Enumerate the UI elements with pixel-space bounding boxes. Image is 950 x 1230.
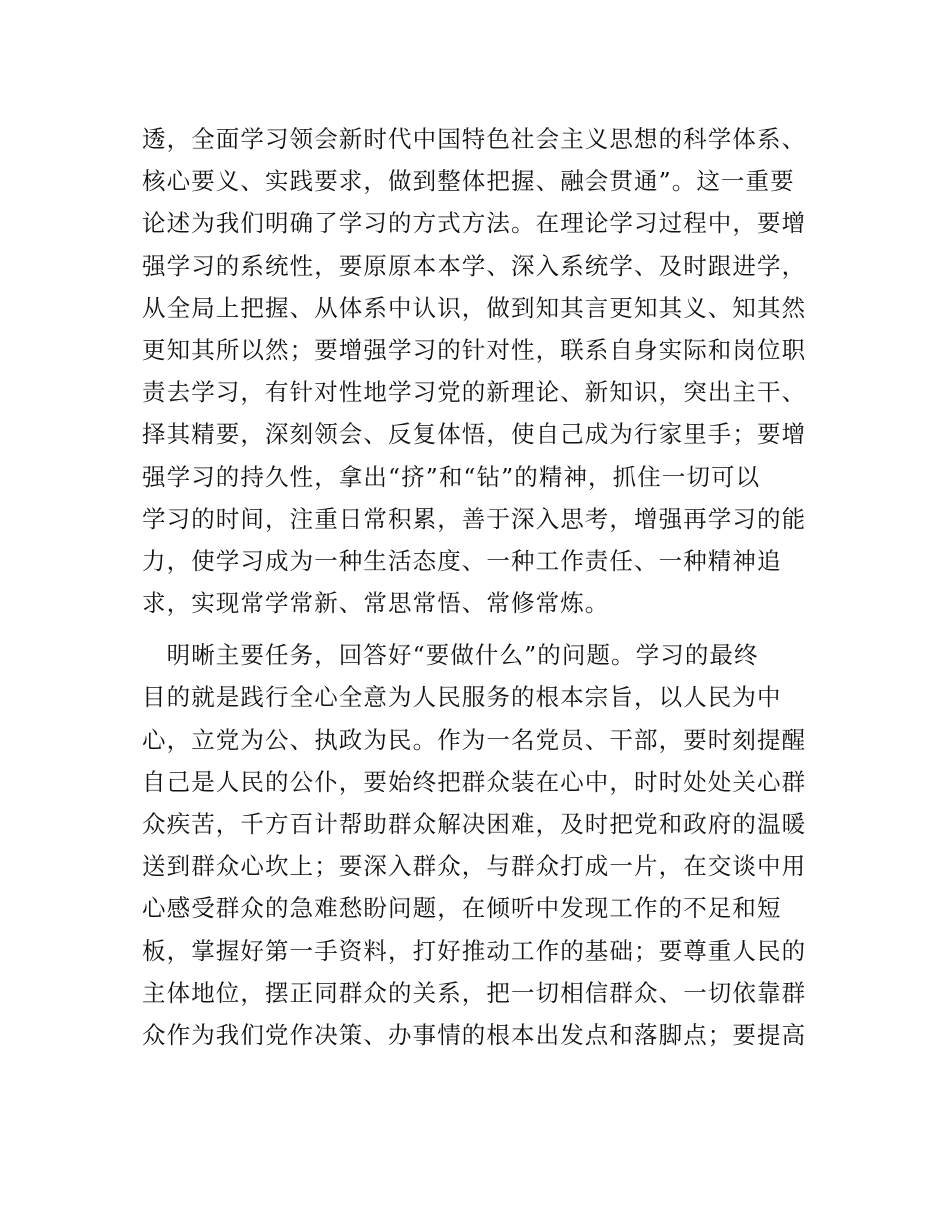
text-line: 学习的时间，注重日常积累，善于深入思考，增强再学习的能 — [142, 504, 807, 533]
text-line: 自己是人民的公仆，要始终把群众装在心中，时时处处关心群 — [142, 767, 807, 796]
text-line: 心感受群众的急难愁盼问题，在倾听中发现工作的不足和短 — [142, 894, 782, 923]
text-line: 众疾苦，千方百计帮助群众解决困难，及时把党和政府的温暖 — [142, 810, 807, 838]
paragraph-spacer — [142, 624, 814, 634]
text-line: 责去学习，有针对性地学习党的新理论、新知识，突出主干、 — [142, 378, 807, 407]
text-line: 板，掌握好第一手资料，打好推动工作的基础；要尊重人民的 — [142, 936, 807, 965]
text-line: 核心要义、实践要求，做到整体把握、融会贯通”。这一重要 — [142, 167, 795, 196]
text-line: 强学习的系统性，要原原本本学、深入系统学、及时跟进学， — [142, 251, 807, 280]
document-body — [142, 118, 814, 1056]
text-line: 心，立党为公、执政为民。作为一名党员、干部，要时刻提醒 — [142, 725, 807, 754]
text-line: 力，使学习成为一种生活态度、一种工作责任、一种精神追 — [142, 546, 782, 575]
paragraph-2 — [142, 634, 814, 1056]
text-line: 目的就是践行全心全意为人民服务的根本宗旨，以人民为中 — [142, 683, 782, 712]
text-line: 送到群众心坎上；要深入群众，与群众打成一片，在交谈中用 — [142, 852, 807, 881]
text-line: 明晰主要任务，回答好“要做什么”的问题。学习的最终 — [142, 641, 759, 670]
text-line: 强学习的持久性，拿出“挤”和“钻”的精神，抓住一切可以 — [142, 462, 761, 491]
text-line: 求，实现常学常新、常思常悟、常修常炼。 — [142, 589, 610, 618]
text-line: 论述为我们明确了学习的方式方法。在理论学习过程中，要增 — [142, 209, 807, 238]
text-line: 主体地位，摆正同群众的关系，把一切相信群众、一切依靠群 — [142, 978, 807, 1007]
text-line: 更知其所以然；要增强学习的针对性，联系自身实际和岗位职 — [142, 335, 807, 364]
text-line: 众作为我们党作决策、办事情的根本出发点和落脚点；要提高 — [142, 1020, 807, 1049]
text-line: 透，全面学习领会新时代中国特色社会主义思想的科学体系、 — [142, 125, 807, 153]
text-line: 择其精要，深刻领会、反复体悟，使自己成为行家里手；要增 — [142, 420, 807, 449]
text-line: 从全局上把握、从体系中认识，做到知其言更知其义、知其然 — [142, 293, 807, 322]
paragraph-1 — [142, 118, 814, 624]
